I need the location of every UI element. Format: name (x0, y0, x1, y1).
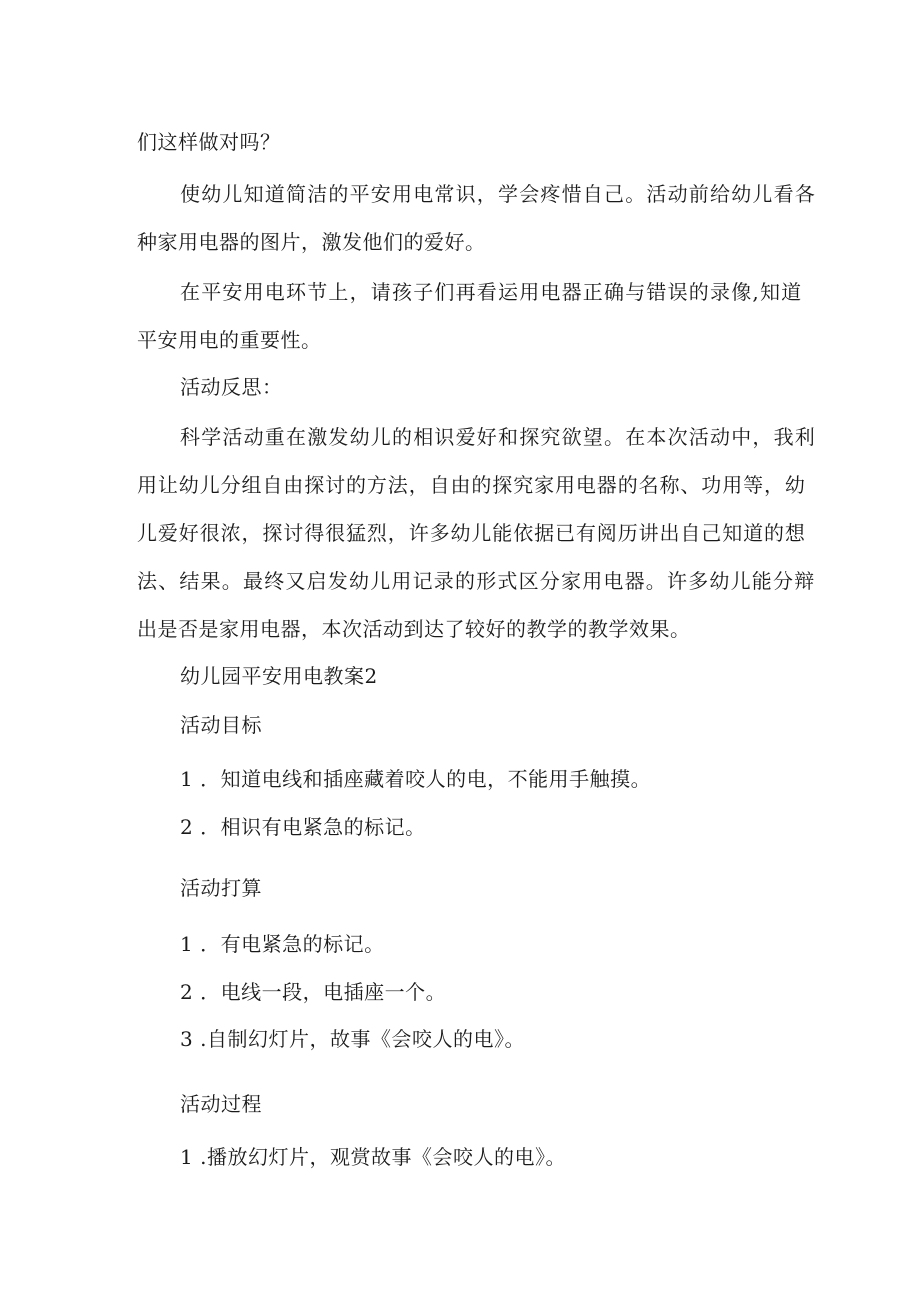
list-item: 3 .自制幻灯片，故事《会咬人的电》。 (180, 1027, 525, 1051)
paragraph-line: 在平安用电环节上，请孩子们再看运用电器正确与错误的录像,知道 (180, 280, 803, 304)
paragraph-line: 们这样做对吗？ (137, 130, 281, 154)
list-item: 1 ．知道电线和插座藏着咬人的电，不能用手触摸。 (180, 767, 652, 791)
paragraph-line: 用让幼儿分组自由探讨的方法，自由的探究家用电器的名称、功用等，幼 (137, 473, 806, 497)
paragraph-line: 出是否是家用电器，本次活动到达了较好的教学的教学效果。 (137, 617, 691, 641)
section-heading: 活动反思： (180, 375, 283, 399)
paragraph-line: 种家用电器的图片，激发他们的爱好。 (137, 230, 486, 254)
paragraph-line: 使幼儿知道简洁的平安用电常识，学会疼惜自己。活动前给幼儿看各 (180, 182, 816, 206)
list-item: 2 ．相识有电紧急的标记。 (180, 815, 426, 839)
paragraph-line: 儿爱好很浓，探讨得很猛烈，许多幼儿能依据已有阅历讲出自己知道的想 (137, 521, 806, 545)
section-heading: 活动打算 (180, 876, 262, 900)
paragraph-line: 平安用电的重要性。 (137, 328, 322, 352)
section-heading: 活动目标 (180, 713, 262, 737)
section-heading: 活动过程 (180, 1092, 262, 1116)
list-item: 1 .播放幻灯片，观赏故事《会咬人的电》。 (180, 1145, 566, 1169)
paragraph-line: 法、结果。最终又启发幼儿用记录的形式区分家用电器。许多幼儿能分辩 (137, 569, 816, 593)
section-title: 幼儿园平安用电教案2 (180, 664, 378, 688)
paragraph-line: 科学活动重在激发幼儿的相识爱好和探究欲望。在本次活动中，我利 (180, 425, 816, 449)
list-item: 1 ．有电紧急的标记。 (180, 932, 385, 956)
list-item: 2 ．电线一段，电插座一个。 (180, 980, 447, 1004)
